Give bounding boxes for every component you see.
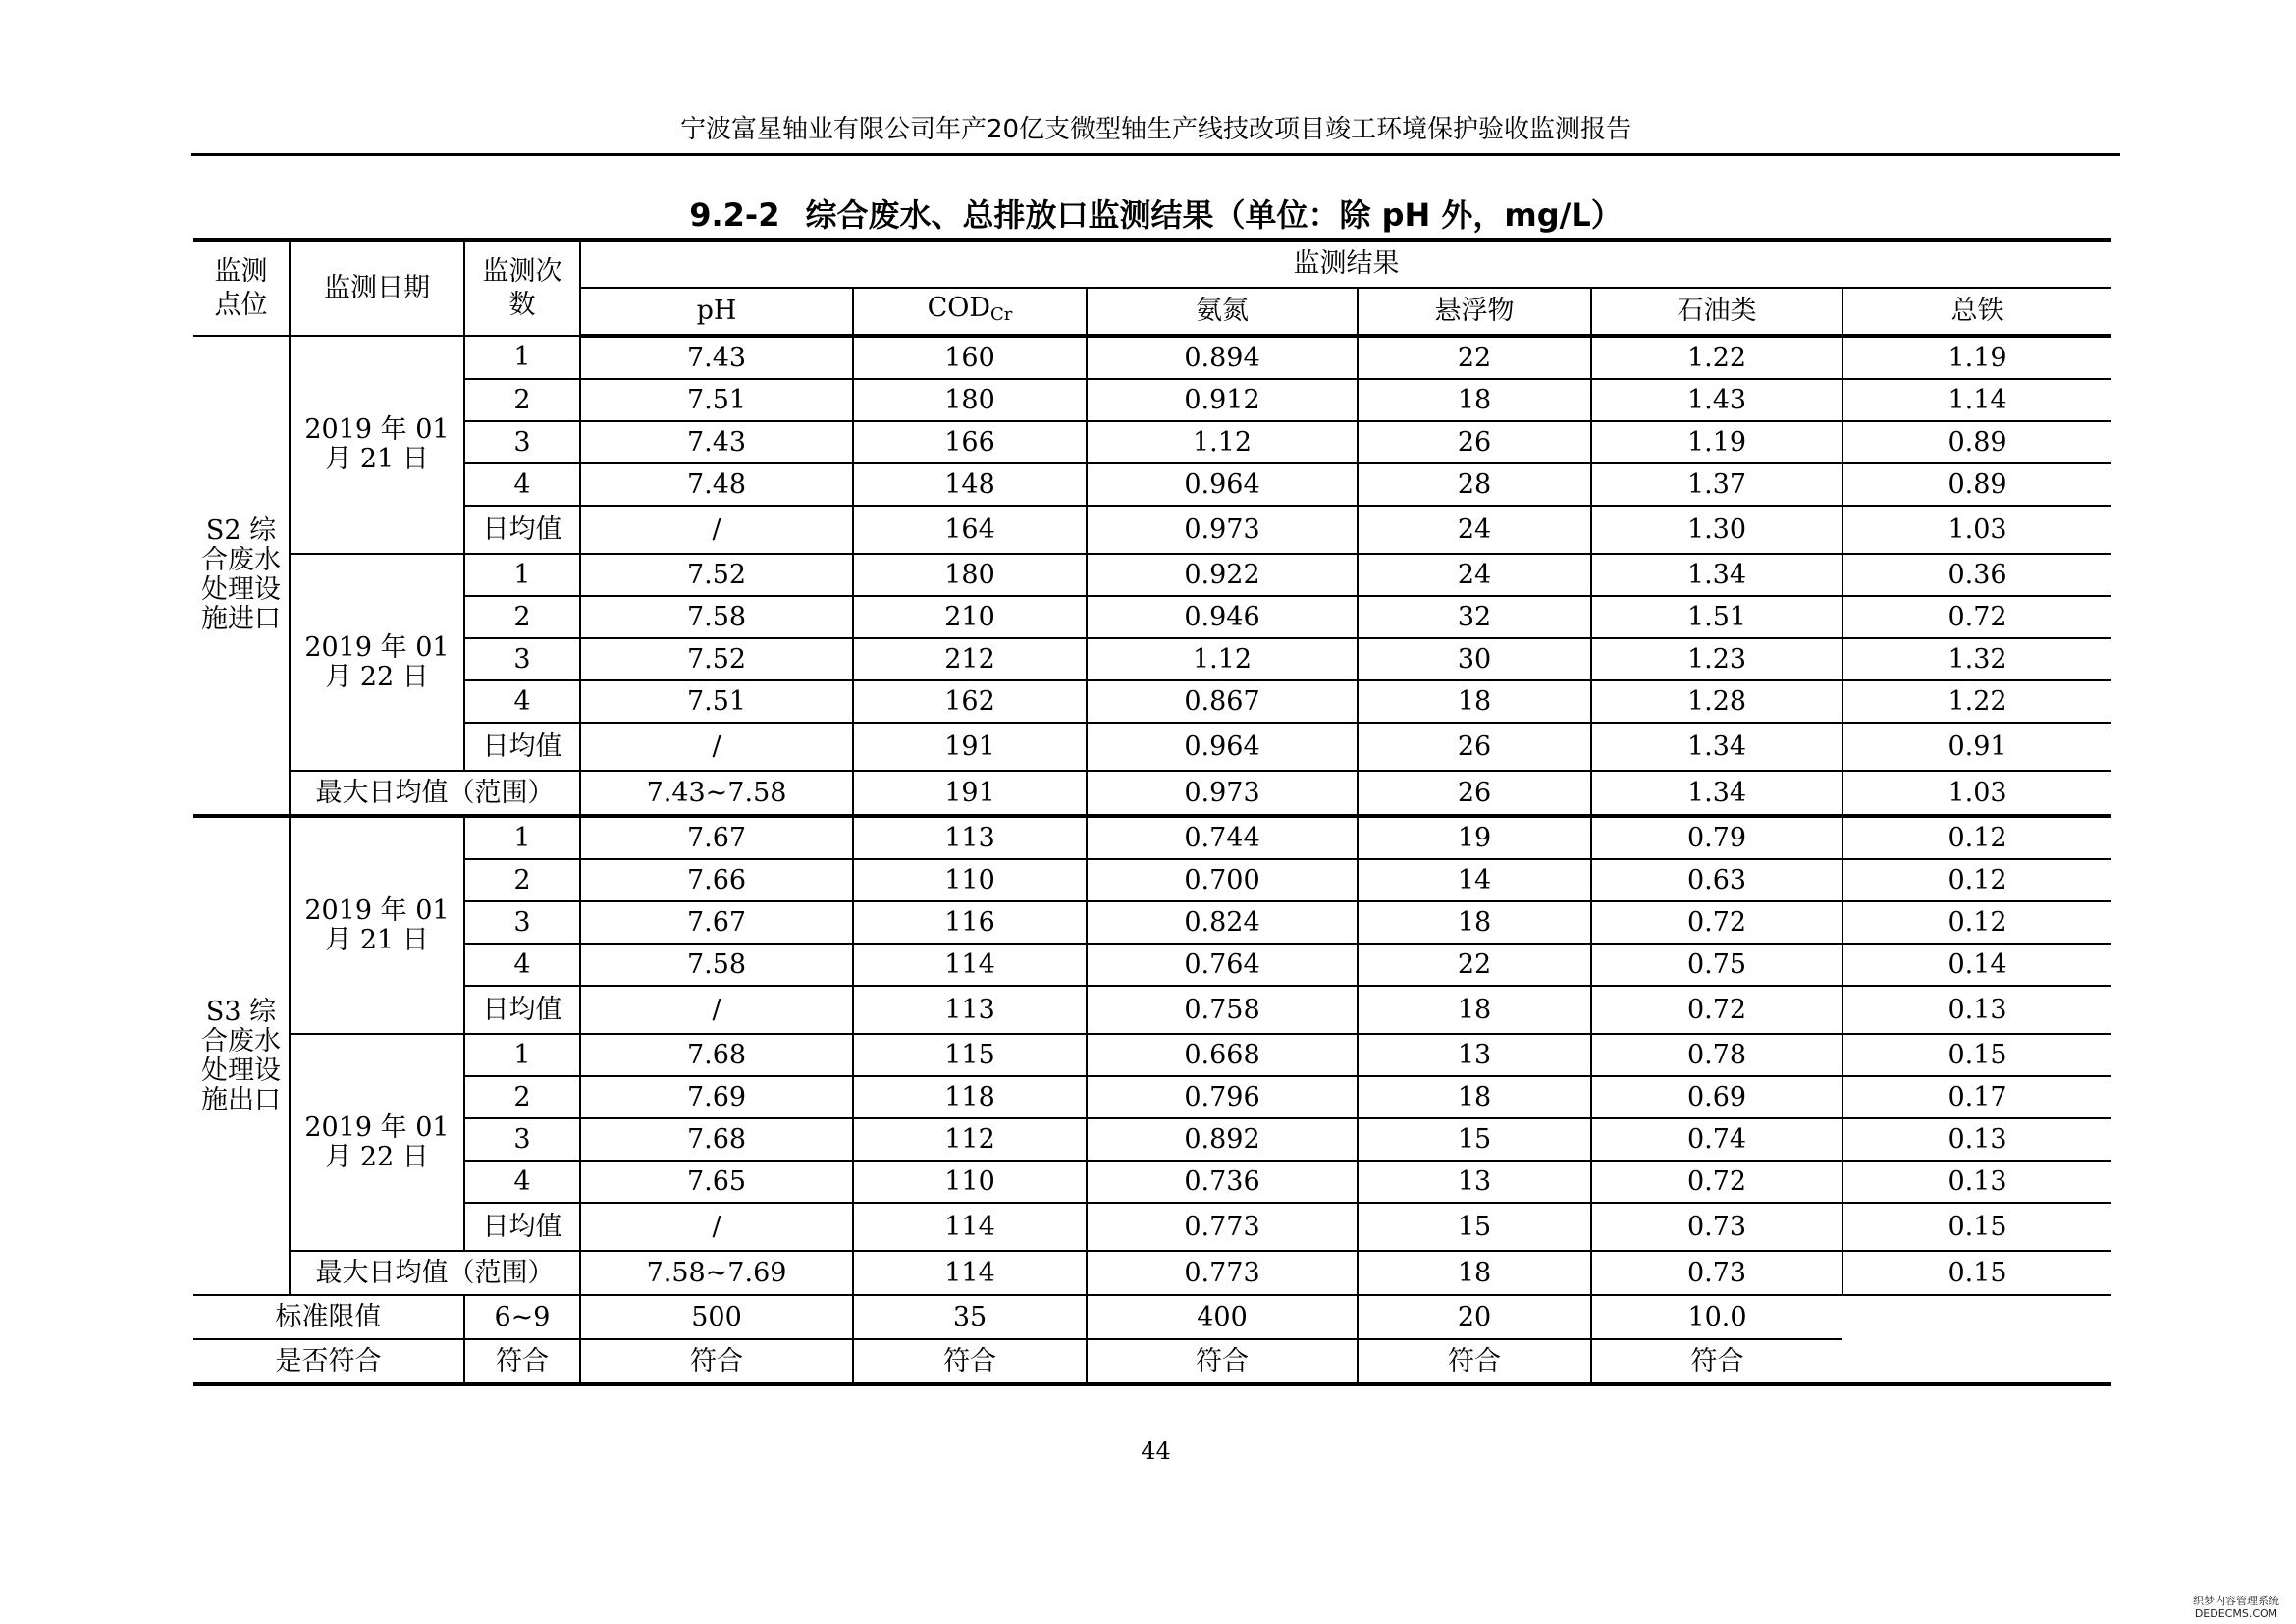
table-cell: 0.824 (1087, 901, 1358, 944)
table-cell: 符合 (464, 1339, 580, 1384)
table-cell: 19 (1358, 816, 1591, 859)
table-cell: 7.43 (580, 421, 853, 463)
table-cell: 20 (1358, 1295, 1591, 1339)
table-cell: 符合 (580, 1339, 853, 1384)
table-cell: 148 (853, 463, 1087, 506)
site-s3: S3 综合废水处理设施出口 (193, 816, 290, 1295)
watermark-line-2: DEDECMS.COM (2194, 1607, 2278, 1620)
col-date: 监测日期 (290, 240, 464, 336)
table-cell: 7.58 (580, 944, 853, 986)
table-cell: 7.52 (580, 554, 853, 596)
col-oil: 石油类 (1591, 288, 1842, 336)
col-ammonia: 氨氮 (1087, 288, 1358, 336)
table-cell: 4 (464, 944, 580, 986)
table-cell: 18 (1358, 1076, 1591, 1118)
table-cell: 14 (1358, 859, 1591, 901)
table-cell: 13 (1358, 1034, 1591, 1076)
table-cell: 0.73 (1591, 1251, 1842, 1295)
table-cell: 0.12 (1842, 816, 2111, 859)
table-cell: 0.75 (1591, 944, 1842, 986)
table-cell: 7.51 (580, 680, 853, 723)
daily-avg-value: 1.30 (1591, 506, 1842, 554)
table-cell: 3 (464, 1118, 580, 1161)
table-cell: 0.912 (1087, 379, 1358, 421)
table-cell: 114 (853, 1251, 1087, 1295)
table-cell: 2 (464, 1076, 580, 1118)
daily-avg-value: 15 (1358, 1203, 1591, 1251)
table-cell: 7.67 (580, 816, 853, 859)
table-cell: 0.14 (1842, 944, 2111, 986)
table-cell: 26 (1358, 771, 1591, 816)
table-number: 9.2-2 (689, 196, 780, 234)
table-cell: 400 (1087, 1295, 1358, 1339)
daily-avg-value: 0.758 (1087, 986, 1358, 1034)
table-cell: 0.72 (1591, 1161, 1842, 1203)
watermark-line-1: 织梦内容管理系统 (2193, 1595, 2279, 1607)
table-cell: 18 (1358, 379, 1591, 421)
table-cell: 1 (464, 1034, 580, 1076)
table-cell: 1.19 (1842, 336, 2111, 379)
table-cell: 2 (464, 859, 580, 901)
table-cell: 191 (853, 771, 1087, 816)
table-cell: 0.89 (1842, 463, 2111, 506)
table-cell: 0.867 (1087, 680, 1358, 723)
table-cell: 180 (853, 554, 1087, 596)
table-cell: 160 (853, 336, 1087, 379)
standard-limit-label: 标准限值 (193, 1295, 464, 1339)
date-s3-day2: 2019 年 01 月 22 日 (290, 1034, 464, 1251)
table-cell: 4 (464, 463, 580, 506)
table-cell: 0.13 (1842, 1161, 2111, 1203)
table-cell: 18 (1358, 680, 1591, 723)
table-cell: 符合 (1591, 1339, 1842, 1384)
table-cell: 符合 (853, 1339, 1087, 1384)
table-title-text: 综合废水、总排放口监测结果（单位：除 pH 外，mg/L） (805, 196, 1623, 234)
watermark-logo (2187, 1595, 2285, 1620)
table-cell: 符合 (1358, 1339, 1591, 1384)
table-cell: 30 (1358, 638, 1591, 680)
table-cell: 2 (464, 379, 580, 421)
table-cell: 180 (853, 379, 1087, 421)
daily-avg-value: 1.03 (1842, 506, 2111, 554)
table-cell: 0.764 (1087, 944, 1358, 986)
table-cell: 0.12 (1842, 901, 2111, 944)
table-cell: 0.922 (1087, 554, 1358, 596)
table-cell: 1.28 (1591, 680, 1842, 723)
date-s2-day1: 2019 年 01 月 21 日 (290, 336, 464, 554)
daily-avg-value: 0.15 (1842, 1203, 2111, 1251)
date-s3-day1: 2019 年 01 月 21 日 (290, 816, 464, 1034)
table-cell: 7.58 (580, 596, 853, 638)
daily-avg-value: 26 (1358, 723, 1591, 771)
daily-avg-value: 0.973 (1087, 506, 1358, 554)
table-cell: 3 (464, 638, 580, 680)
table-cell: 1.12 (1087, 638, 1358, 680)
date-s2-day2: 2019 年 01 月 22 日 (290, 554, 464, 771)
table-cell: 18 (1358, 901, 1591, 944)
table-cell: 13 (1358, 1161, 1591, 1203)
table-cell: 0.15 (1842, 1034, 2111, 1076)
table-cell: 22 (1358, 944, 1591, 986)
table-cell: 7.66 (580, 859, 853, 901)
daily-avg-value: 0.964 (1087, 723, 1358, 771)
max-avg-label: 最大日均值（范围） (290, 771, 580, 816)
max-avg-label: 最大日均值（范围） (290, 1251, 580, 1295)
col-ph: pH (580, 288, 853, 336)
table-cell: 112 (853, 1118, 1087, 1161)
site-s2: S2 综合废水处理设施进口 (193, 336, 290, 816)
table-cell: 0.946 (1087, 596, 1358, 638)
daily-avg-value: 24 (1358, 506, 1591, 554)
table-cell: / (580, 506, 853, 554)
daily-avg-value: 0.73 (1591, 1203, 1842, 1251)
table-cell: 3 (464, 901, 580, 944)
table-cell: 0.36 (1842, 554, 2111, 596)
table-cell: 7.52 (580, 638, 853, 680)
daily-avg-value: 113 (853, 986, 1087, 1034)
daily-avg-label: 日均值 (464, 1203, 580, 1251)
daily-avg-value: 114 (853, 1203, 1087, 1251)
table-cell: 113 (853, 816, 1087, 859)
table-cell: 0.15 (1842, 1251, 2111, 1295)
table-cell: 10.0 (1591, 1295, 1842, 1339)
table-title (191, 192, 2120, 238)
table-cell: 1.34 (1591, 554, 1842, 596)
daily-avg-value: 164 (853, 506, 1087, 554)
daily-avg-value: 18 (1358, 986, 1591, 1034)
table-cell: 118 (853, 1076, 1087, 1118)
table-cell: / (580, 986, 853, 1034)
table-cell: 0.973 (1087, 771, 1358, 816)
col-ss: 悬浮物 (1358, 288, 1591, 336)
table-cell: 符合 (1087, 1339, 1358, 1384)
table-cell: 7.43~7.58 (580, 771, 853, 816)
table-cell: 7.68 (580, 1034, 853, 1076)
table-cell: 4 (464, 1161, 580, 1203)
table-cell: 1.12 (1087, 421, 1358, 463)
table-cell: 4 (464, 680, 580, 723)
table-cell: 0.12 (1842, 859, 2111, 901)
table-cell: 7.65 (580, 1161, 853, 1203)
table-cell: 7.43 (580, 336, 853, 379)
table-cell: 0.74 (1591, 1118, 1842, 1161)
page-number: 44 (1141, 1437, 1171, 1465)
table-cell: 210 (853, 596, 1087, 638)
table-cell: 500 (580, 1295, 853, 1339)
table-cell: 0.964 (1087, 463, 1358, 506)
table-cell: 1.03 (1842, 771, 2111, 816)
table-cell: 7.58~7.69 (580, 1251, 853, 1295)
table-cell: 0.63 (1591, 859, 1842, 901)
table-cell: 0.78 (1591, 1034, 1842, 1076)
table-cell: 1.22 (1842, 680, 2111, 723)
report-header: 宁波富星轴业有限公司年产20亿支微型轴生产线技改项目竣工环境保护验收监测报告 (191, 110, 2120, 156)
table-cell: 6~9 (464, 1295, 580, 1339)
table-cell: 110 (853, 859, 1087, 901)
table-cell: 0.744 (1087, 816, 1358, 859)
col-results: 监测结果 (580, 240, 2111, 288)
table-cell: 7.67 (580, 901, 853, 944)
table-cell: 116 (853, 901, 1087, 944)
table-cell: 166 (853, 421, 1087, 463)
table-cell: 24 (1358, 554, 1591, 596)
table-cell: / (580, 1203, 853, 1251)
table-cell: 0.13 (1842, 1118, 2111, 1161)
table-cell: 1.51 (1591, 596, 1842, 638)
daily-avg-value: 0.13 (1842, 986, 2111, 1034)
table-cell: 0.79 (1591, 816, 1842, 859)
table-cell: 7.68 (580, 1118, 853, 1161)
table-cell: 7.69 (580, 1076, 853, 1118)
table-cell: 1.22 (1591, 336, 1842, 379)
daily-avg-value: 0.72 (1591, 986, 1842, 1034)
table-cell: 1.14 (1842, 379, 2111, 421)
table-cell: 0.736 (1087, 1161, 1358, 1203)
table-cell: 26 (1358, 421, 1591, 463)
table-cell: / (580, 723, 853, 771)
monitoring-results-table (193, 238, 2111, 1386)
table-cell: 35 (853, 1295, 1087, 1339)
table-cell: 1 (464, 816, 580, 859)
col-times: 监测次数 (464, 240, 580, 336)
table-cell: 1.43 (1591, 379, 1842, 421)
table-cell: 2 (464, 596, 580, 638)
table-cell: 0.668 (1087, 1034, 1358, 1076)
col-iron: 总铁 (1842, 288, 2111, 336)
daily-avg-value: 1.34 (1591, 723, 1842, 771)
table-cell: 0.700 (1087, 859, 1358, 901)
table-cell: 7.51 (580, 379, 853, 421)
table-cell: 15 (1358, 1118, 1591, 1161)
table-cell: 0.72 (1591, 901, 1842, 944)
table-cell: 0.72 (1842, 596, 2111, 638)
table-cell: 0.796 (1087, 1076, 1358, 1118)
daily-avg-value: 0.773 (1087, 1203, 1358, 1251)
table-cell: 1 (464, 554, 580, 596)
daily-avg-label: 日均值 (464, 506, 580, 554)
cod-label: COD (927, 292, 991, 323)
col-site: 监测点位 (193, 240, 290, 336)
table-cell: 7.48 (580, 463, 853, 506)
table-cell: 0.894 (1087, 336, 1358, 379)
table-cell: 162 (853, 680, 1087, 723)
table-cell: 1.37 (1591, 463, 1842, 506)
table-cell: 0.69 (1591, 1076, 1842, 1118)
table-cell: 114 (853, 944, 1087, 986)
table-cell: 22 (1358, 336, 1591, 379)
compliance-label: 是否符合 (193, 1339, 464, 1384)
table-cell: 1.23 (1591, 638, 1842, 680)
col-cod (853, 288, 1087, 336)
daily-avg-value: 191 (853, 723, 1087, 771)
table-cell: 32 (1358, 596, 1591, 638)
table-cell: 0.892 (1087, 1118, 1358, 1161)
table-cell: 18 (1358, 1251, 1591, 1295)
table-cell: 1.19 (1591, 421, 1842, 463)
daily-avg-label: 日均值 (464, 723, 580, 771)
table-cell: 1.34 (1591, 771, 1842, 816)
table-cell: 110 (853, 1161, 1087, 1203)
table-cell: 28 (1358, 463, 1591, 506)
table-cell: 0.773 (1087, 1251, 1358, 1295)
cod-subscript: Cr (990, 303, 1013, 325)
table-cell: 0.17 (1842, 1076, 2111, 1118)
table-cell: 115 (853, 1034, 1087, 1076)
table-cell: 1 (464, 336, 580, 379)
table-cell: 1.32 (1842, 638, 2111, 680)
table-cell: 3 (464, 421, 580, 463)
daily-avg-label: 日均值 (464, 986, 580, 1034)
daily-avg-value: 0.91 (1842, 723, 2111, 771)
table-cell: 212 (853, 638, 1087, 680)
table-cell: 0.89 (1842, 421, 2111, 463)
